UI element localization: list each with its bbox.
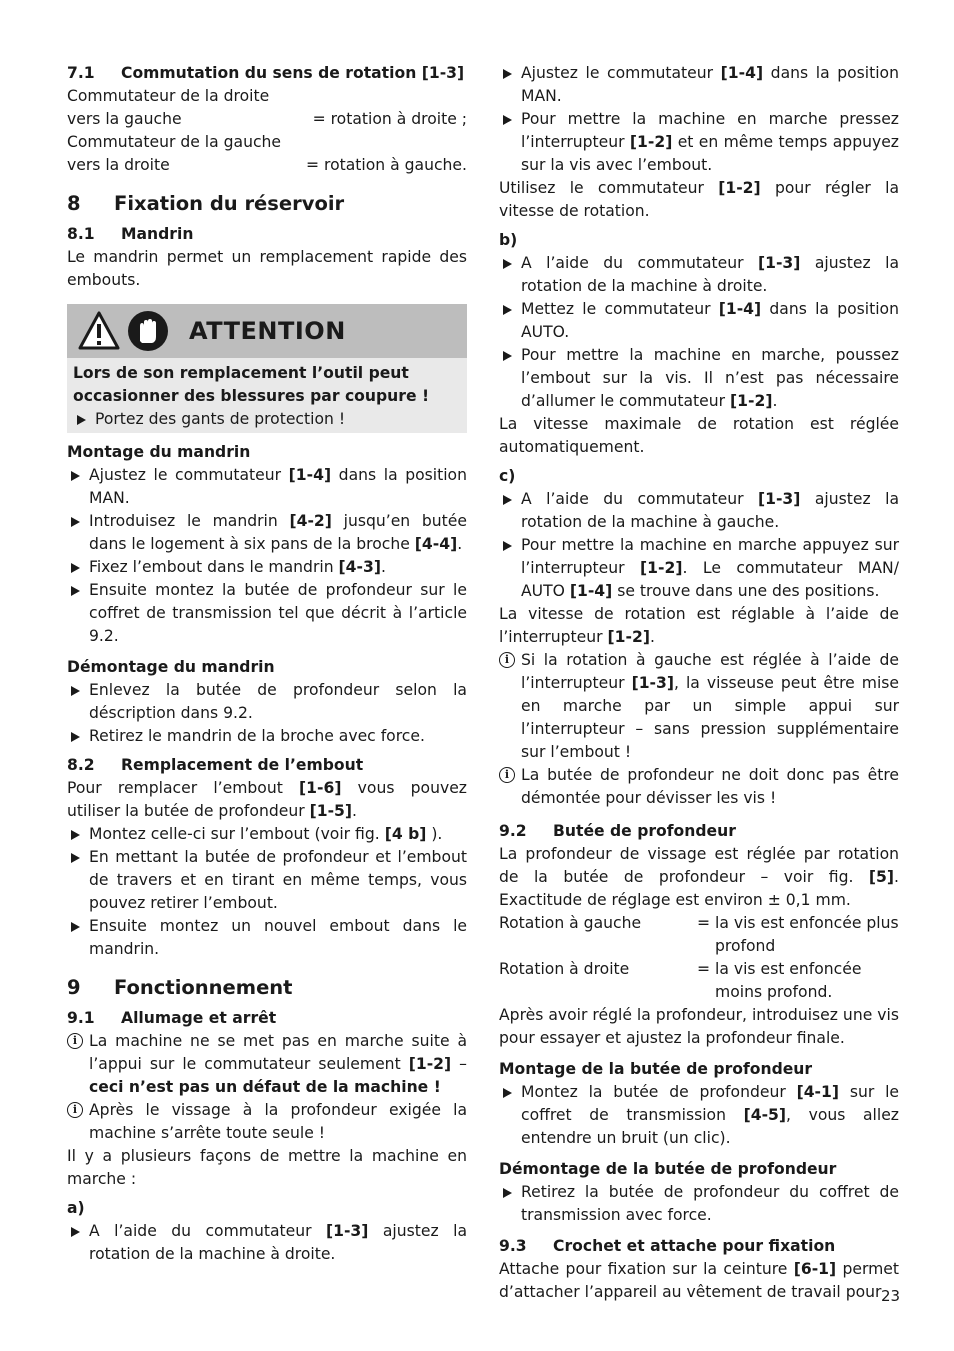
montage-butee-heading: Montage de la butée de profondeur — [499, 1060, 813, 1078]
list-item: A l’aide du commutateur [1-3] ajustez la rotation de la machine à droite. — [499, 252, 899, 298]
rotation-row: vers la gauche = rotation à droite ; — [67, 110, 467, 128]
arrow-bullet-icon — [71, 732, 80, 742]
section-8-heading: 8 Fixation du réservoir — [67, 192, 345, 215]
gloves-icon — [127, 310, 169, 352]
paragraph: Il y a plusieurs façons de mettre la machine en marche : — [67, 1147, 467, 1188]
a-list-continued — [499, 62, 899, 177]
section-9-3-heading: 9.3 Crochet et attache pour fixation — [499, 1237, 836, 1255]
arrow-bullet-icon — [71, 517, 80, 527]
list-item: Montez celle-ci sur l’embout (voir fig. [4 b] ). — [67, 823, 467, 846]
subsection-b-label: b) — [499, 231, 518, 249]
paragraph: Après avoir réglé la profondeur, introduisez une vis pour essayer et ajustez la profondeur finale. — [499, 1006, 899, 1047]
warning-triangle-icon — [77, 310, 121, 352]
section-9-heading: 9 Fonctionnement — [67, 976, 293, 999]
info-note: i La butée de profondeur ne doit donc pas être démontée pour dévisser les vis ! — [499, 764, 899, 810]
section-9-2-heading: 9.2 Butée de profondeur — [499, 822, 736, 840]
arrow-bullet-icon — [71, 853, 80, 863]
attention-warning-text: Lors de son remplacement l’outil peut occasionner des blessures par coupure ! — [73, 364, 430, 405]
arrow-bullet-icon — [71, 830, 80, 840]
list-item: A l’aide du commutateur [1-3] ajustez la rotation de la machine à gauche. — [499, 488, 899, 534]
embout-list — [67, 823, 467, 961]
attention-list — [73, 408, 461, 431]
arrow-bullet-icon — [503, 541, 512, 551]
list-item: Enlevez la butée de profondeur selon la déscription dans 9.2. — [67, 679, 467, 725]
list-item: Pour mettre la machine en marche appuyez sur l’interrupteur [1-2]. Le commutateur MAN/ AUTO [1-4] se trouve dans une des positions. — [499, 534, 899, 603]
arrow-bullet-icon — [71, 586, 80, 596]
rotation-left-row: Rotation à gauche = la vis est enfoncée plus profond — [499, 914, 899, 955]
arrow-bullet-icon — [503, 69, 512, 79]
paragraph: Attache pour fixation sur la ceinture [6-1] permet d’attacher l’appareil au vêtement de travail pour — [499, 1260, 900, 1301]
arrow-bullet-icon — [503, 305, 512, 315]
paragraph: La vitesse maximale de rotation est réglée automatiquement. — [499, 415, 899, 456]
list-item: Ensuite montez un nouvel embout dans le mandrin. — [67, 915, 467, 961]
info-icon: i — [499, 652, 515, 668]
arrow-bullet-icon — [503, 115, 512, 125]
montage-list — [67, 464, 467, 648]
list-item: Retirez le mandrin de la broche avec force. — [67, 725, 467, 748]
paragraph: La profondeur de vissage est réglée par rotation de la butée de profondeur – voir fig. [5]. Exactitude de réglage est environ ± 0,1 mm. — [499, 845, 899, 909]
arrow-bullet-icon — [71, 563, 80, 573]
arrow-bullet-icon — [71, 686, 80, 696]
left-column — [67, 62, 467, 1266]
paragraph: Pour remplacer l’embout [1-6] vous pouvez utiliser la butée de profondeur [1-5]. — [67, 779, 467, 820]
list-item: Introduisez le mandrin [4-2] jusqu’en butée dans le logement à six pans de la broche [4-4]. — [67, 510, 467, 556]
arrow-bullet-icon — [71, 471, 80, 481]
attention-title: ATTENTION — [189, 317, 346, 345]
section-8-1-heading: 8.1 Mandrin — [67, 225, 194, 243]
rotation-row: vers la droite = rotation à gauche. — [67, 156, 467, 174]
arrow-bullet-icon — [503, 351, 512, 361]
info-note: i La machine ne se met pas en marche suite à l’appui sur le commutateur seulement [1-2] – ceci n’est pas un défaut de la machine ! — [67, 1030, 467, 1099]
arrow-bullet-icon — [71, 1227, 80, 1237]
c-list — [499, 488, 899, 603]
demontage-list — [67, 679, 467, 748]
paragraph: La vitesse de rotation est réglable à l’aide de l’interrupteur [1-2]. — [499, 605, 899, 646]
arrow-bullet-icon — [503, 1088, 512, 1098]
section-9-1-heading: 9.1 Allumage et arrêt — [67, 1009, 277, 1027]
list-item: Montez la butée de profondeur [4-1] sur le coffret de transmission [4-5], vous allez entendre un bruit (un clic). — [499, 1081, 899, 1150]
list-item: Ajustez le commutateur [1-4] dans la position MAN. — [67, 464, 467, 510]
section-8-2-heading: 8.2 Remplacement de l’embout — [67, 756, 364, 774]
list-item: Retirez la butée de profondeur du coffret de transmission avec force. — [499, 1181, 899, 1227]
paragraph: Utilisez le commutateur [1-2] pour régler la vitesse de rotation. — [499, 179, 900, 220]
info-icon: i — [499, 767, 515, 783]
paragraph: Le mandrin permet un remplacement rapide des embouts. — [67, 248, 467, 289]
b-list — [499, 252, 899, 413]
list-item: Pour mettre la machine en marche pressez l’interrupteur [1-2] et en même temps appuyez sur la vis avec l’embout. — [499, 108, 899, 177]
text-line: Commutateur de la gauche — [67, 133, 282, 151]
list-item: En mettant la butée de profondeur et l’embout de travers et en tirant en même temps, vous pouvez retirer l’embout. — [67, 846, 467, 915]
list-item: Fixez l’embout dans le mandrin [4-3]. — [67, 556, 467, 579]
info-note: i Si la rotation à gauche est réglée à l’aide de l’interrupteur [1-3], la visseuse peut être mise en marche par un simple appui sur l’interrupteur – sans pression supplémentaire sur l’embout ! — [499, 649, 899, 764]
a-list — [67, 1220, 467, 1266]
page-number: 23 — [881, 1287, 901, 1305]
info-icon: i — [67, 1102, 83, 1118]
list-item: Pour mettre la machine en marche, poussez l’embout sur la vis. Il n’est pas nécessaire d’allumer le commutateur [1-2]. — [499, 344, 899, 413]
list-item: Ajustez le commutateur [1-4] dans la position MAN. — [499, 62, 899, 108]
demontage-heading: Démontage du mandrin — [67, 658, 275, 676]
list-item: A l’aide du commutateur [1-3] ajustez la rotation de la machine à droite. — [67, 1220, 467, 1266]
arrow-bullet-icon — [503, 259, 512, 269]
attention-box — [67, 304, 467, 433]
info-note: i Après le vissage à la profondeur exigée la machine s’arrête toute seule ! — [67, 1099, 467, 1145]
montage-heading: Montage du mandrin — [67, 443, 251, 461]
attention-header — [67, 304, 467, 358]
list-item: Mettez le commutateur [1-4] dans la position AUTO. — [499, 298, 899, 344]
text-line: Commutateur de la droite — [67, 87, 270, 105]
subsection-a-label: a) — [67, 1199, 85, 1217]
attention-body — [67, 358, 467, 433]
right-column — [499, 62, 899, 1304]
arrow-bullet-icon — [503, 1188, 512, 1198]
list-item: Ensuite montez la butée de profondeur sur le coffret de transmission tel que décrit à l’article 9.2. — [67, 579, 467, 648]
arrow-bullet-icon — [77, 415, 86, 425]
section-7-1-heading: 7.1 Commutation du sens de rotation [1-3] — [67, 64, 465, 82]
list-item: Portez des gants de protection ! — [73, 408, 461, 431]
arrow-bullet-icon — [503, 495, 512, 505]
arrow-bullet-icon — [71, 922, 80, 932]
info-icon: i — [67, 1033, 83, 1049]
demontage-butee-list — [499, 1181, 899, 1227]
demontage-butee-heading: Démontage de la butée de profondeur — [499, 1160, 837, 1178]
subsection-c-label: c) — [499, 467, 516, 485]
rotation-right-row: Rotation à droite = la vis est enfoncée moins profond. — [499, 960, 862, 1001]
montage-butee-list — [499, 1081, 899, 1150]
